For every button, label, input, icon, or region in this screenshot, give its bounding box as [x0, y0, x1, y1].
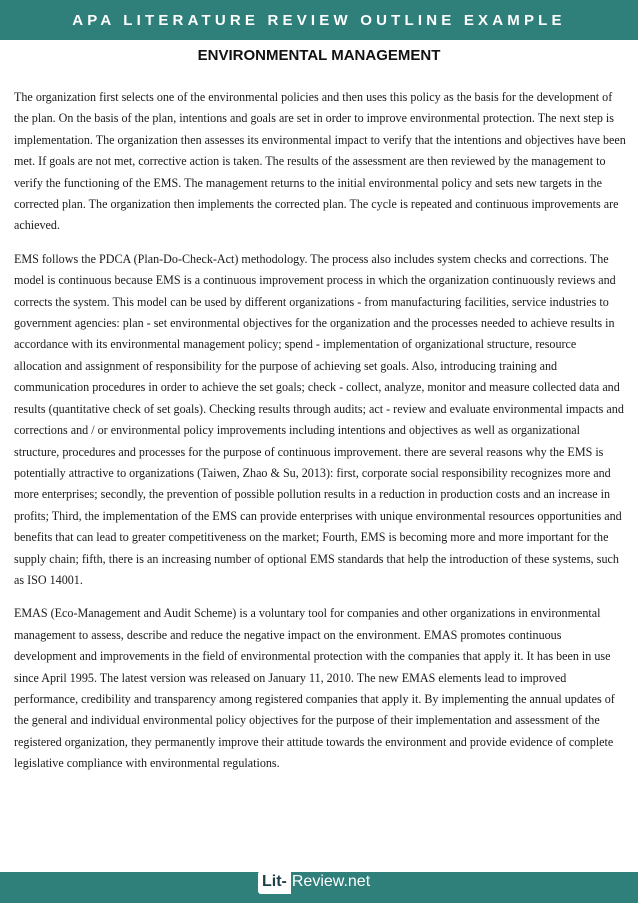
logo-review-part: Review.net [291, 873, 371, 890]
document-body [14, 87, 626, 787]
paragraph-emas: EMAS (Eco-Management and Audit Scheme) is a voluntary tool for companies and other organizations in environmental management to assess, describe and reduce the negative impact on the environment. EMAS promotes continuous development and improvements in the field of environmental protection with the companies that apply it. It has been in use since April 1995. The latest version was released on January 11, 2010. The new EMAS elements lead to improved performance, credibility and transparency among registered companies that apply it. By implementing the annual updates of the general and individual environmental policy objectives for the purpose of their implementation and assessment of the registered organization, they permanently improve their attitude towards the environment and provide evidence of complete legislative compliance with environmental regulations. [14, 606, 615, 771]
banner-text: APA LITERATURE REVIEW OUTLINE EXAMPLE [72, 11, 566, 29]
paragraph-pdca: EMS follows the PDCA (Plan-Do-Check-Act) methodology. The process also includes system checks and corrections. The model is continuous because EMS is a continuous improvement process in which the organization continuously reviews and corrects the system. This model can be used by different organizations - from manufacturing facilities, service industries to government agencies: plan - set environmental objectives for the organization and the processes needed to achieve results in accordance with its environmental management policy; spend - implementation of organizational structure, resource allocation and assignment of responsibility for the purpose of achieving set goals. Also, introducing training and communication procedures in order to achieve the set goals; check - collect, analyze, monitor and measure collected data and results (quantitative check of set goals). Checking results through audits; act - review and evaluate environmental impacts and corrections and / or environmental policy improvements including intentions and objectives as well as organizational structure, procedures and processes for the purpose of continuous improvement. there are several reasons why the EMS is potentially attractive to organizations (Taiwen, Zhao & Su, 2013): first, corporate social responsibility recognizes more and more enterprises; secondly, the prevention of possible pollution results in a reduction in production costs and an increase in profits; Third, the implementation of the EMS can provide enterprises with unique environmental resources opportunities and benefits that can lead to greater competitiveness on the market; Fourth, EMS is becoming more and more important for the supply chain; fifth, there is an increasing number of optional EMS standards that help the introduction of these systems, such as ISO 14001. [14, 251, 624, 587]
document-title: ENVIRONMENTAL MANAGEMENT [197, 47, 441, 64]
paragraph-ems-cycle: The organization first selects one of the environmental policies and then uses this policy as the basis for the development of the plan. On the basis of the plan, intentions and goals are set in order to improve environmental protection. The next step is implementation. The organization then assesses its environmental impact to verify that the intentions and objectives have been met. If goals are not met, corrective action is taken. The results of the assessment are then reviewed by the management to verify the functioning of the EMS. The management returns to the initial environmental policy and sets new targets in the corrected plan. The organization then implements the corrected plan. The cycle is repeated and continuous improvements are achieved. [14, 90, 626, 233]
top-banner [0, 0, 638, 40]
lit-review-logo[interactable] [258, 864, 382, 900]
logo-lit-part: Lit- [258, 871, 291, 894]
